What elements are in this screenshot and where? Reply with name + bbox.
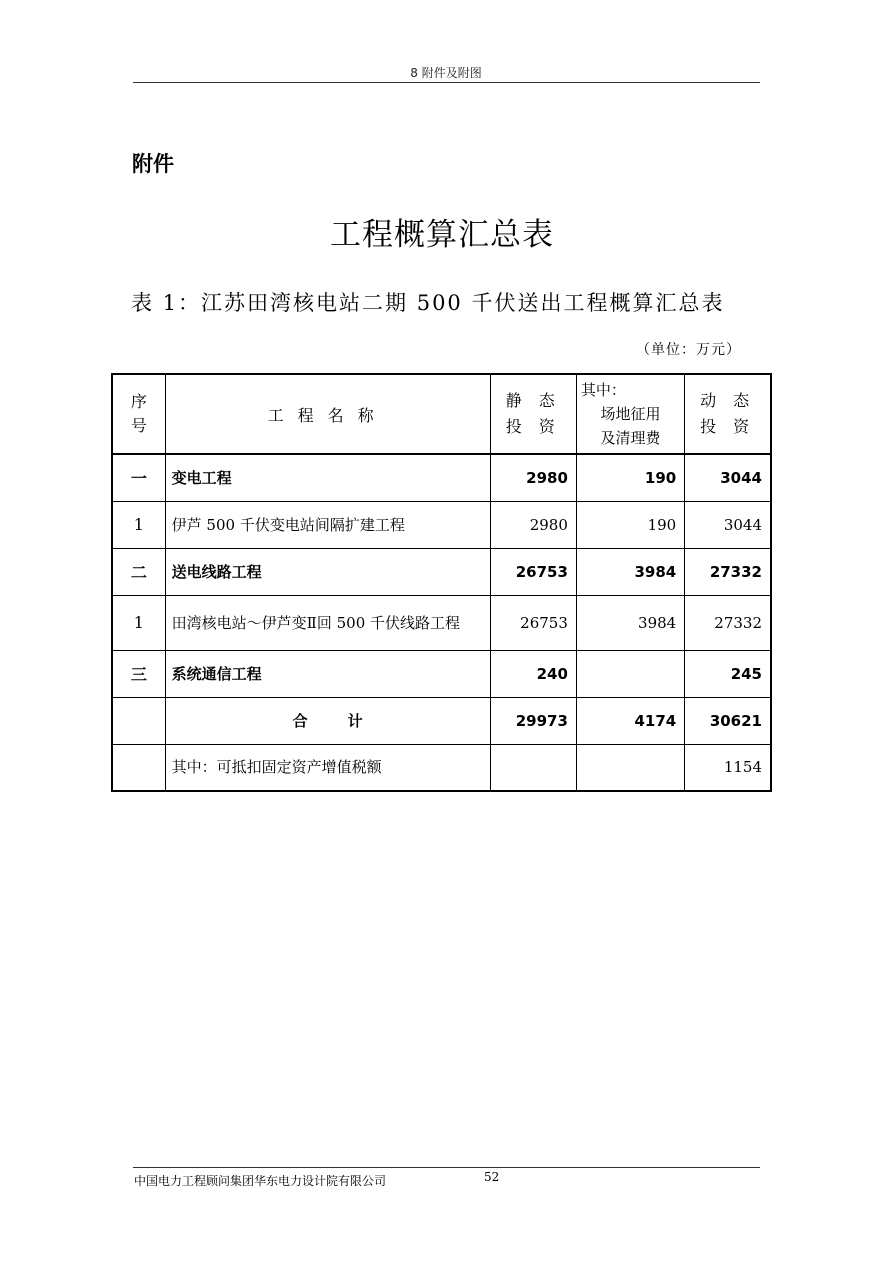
- document-title: 工程概算汇总表: [330, 217, 554, 253]
- row-static: [490, 744, 576, 791]
- page-number: 52: [484, 1170, 500, 1184]
- header-static-investment: [490, 374, 576, 454]
- table-header-row: [112, 374, 771, 454]
- row-name: 系统通信工程: [165, 650, 490, 697]
- row-static: 240: [490, 650, 576, 697]
- row-land: 190: [576, 501, 684, 548]
- header-seq-line2: 号: [130, 416, 147, 435]
- row-dynamic: 27332: [685, 548, 771, 595]
- row-dynamic: 30621: [685, 697, 771, 744]
- row-name: 送电线路工程: [165, 548, 490, 595]
- table-row-vat: [112, 744, 771, 791]
- row-name: 变电工程: [165, 454, 490, 501]
- header-name: 工程名称: [165, 374, 490, 454]
- row-seq: 一: [112, 454, 165, 501]
- row-land: [576, 744, 684, 791]
- header-land-line1: 其中：: [580, 381, 626, 399]
- header-land-line3: 及清理费: [600, 429, 661, 447]
- row-name: 合计: [165, 697, 490, 744]
- row-static: 26753: [490, 548, 576, 595]
- unit-note: （单位：万元）: [636, 342, 741, 358]
- footer-company: 中国电力工程顾问集团华东电力设计院有限公司: [134, 1174, 387, 1188]
- row-name: 其中：可抵扣固定资产增值税额: [165, 744, 490, 791]
- table-row: [112, 595, 771, 650]
- row-land: [576, 650, 684, 697]
- row-static: 29973: [490, 697, 576, 744]
- row-dynamic: 3044: [685, 501, 771, 548]
- header-dynamic-investment: [685, 374, 771, 454]
- header-land-fee: [576, 374, 684, 454]
- row-land: 3984: [576, 548, 684, 595]
- attachment-label: 附件: [132, 152, 174, 176]
- row-dynamic: 245: [685, 650, 771, 697]
- header-dynamic-line2: 投 资: [700, 417, 756, 436]
- table-row: [112, 548, 771, 595]
- row-land: 4174: [576, 697, 684, 744]
- row-seq: 1: [112, 595, 165, 650]
- row-dynamic: 3044: [685, 454, 771, 501]
- header-land-line2: 场地征用: [600, 405, 661, 423]
- row-static: 26753: [490, 595, 576, 650]
- row-name: 田湾核电站～伊芦变Ⅱ回 500 千伏线路工程: [165, 595, 490, 650]
- row-seq: 二: [112, 548, 165, 595]
- header-static-line1: 静 态: [505, 391, 561, 410]
- row-land: 190: [576, 454, 684, 501]
- header-seq: [112, 374, 165, 454]
- row-dynamic: 1154: [685, 744, 771, 791]
- row-dynamic: 27332: [685, 595, 771, 650]
- row-name: 伊芦 500 千伏变电站间隔扩建工程: [165, 501, 490, 548]
- row-seq: [112, 697, 165, 744]
- budget-summary-table: [111, 373, 772, 792]
- footer-divider: [133, 1167, 760, 1168]
- table-row: [112, 454, 771, 501]
- row-seq: 1: [112, 501, 165, 548]
- header-seq-line1: 序: [130, 392, 147, 411]
- row-static: 2980: [490, 454, 576, 501]
- table-row: [112, 501, 771, 548]
- row-seq: 三: [112, 650, 165, 697]
- header-static-line2: 投 资: [505, 417, 561, 436]
- row-seq: [112, 744, 165, 791]
- table-row-total: [112, 697, 771, 744]
- row-static: 2980: [490, 501, 576, 548]
- table-row: [112, 650, 771, 697]
- row-land: 3984: [576, 595, 684, 650]
- table-caption: 表 1：江苏田湾核电站二期 500 千伏送出工程概算汇总表: [131, 291, 725, 315]
- page-header: 8 附件及附图: [410, 66, 482, 80]
- header-divider: [133, 82, 760, 83]
- header-dynamic-line1: 动 态: [700, 391, 756, 410]
